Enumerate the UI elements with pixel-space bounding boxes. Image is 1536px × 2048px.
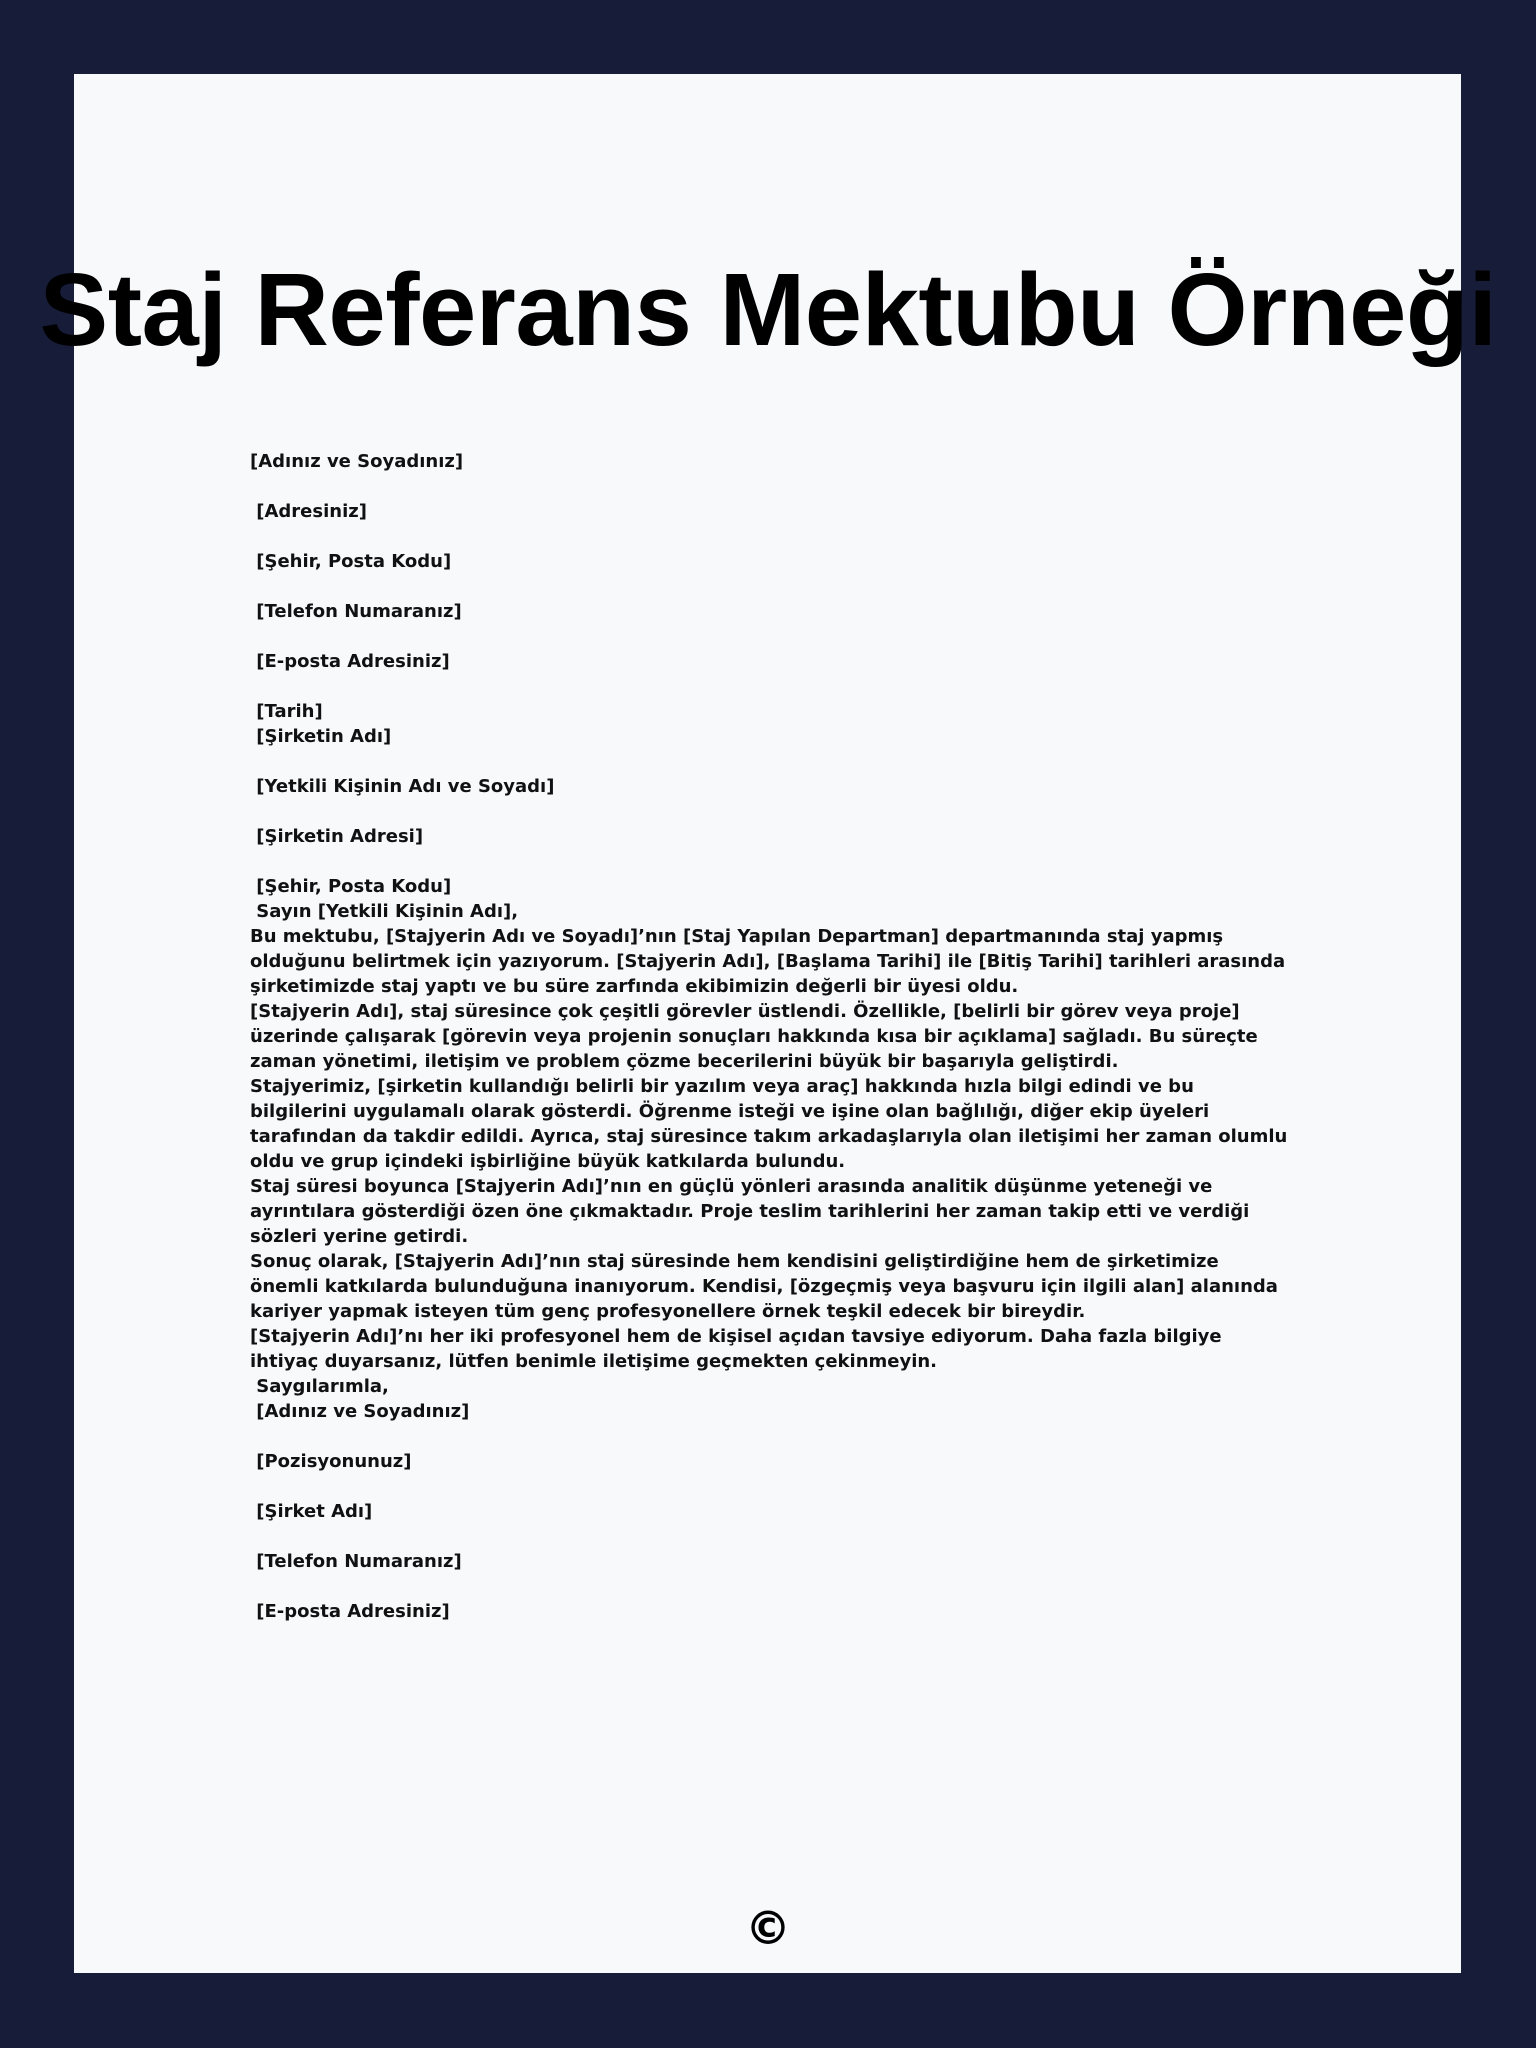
copyright-icon: © [745,1901,791,1955]
body-paragraph: Sonuç olarak, [Stajyerin Adı]’nın staj süresinde hem kendisini geliştirdiğine hem de şirketimize önemli katkılarda bulunduğuna inanıyorum. Kendisi, [özgeçmiş veya başvuru için ilgili alan] alanında kariyer yapmak isteyen tüm genç profesyonellere örnek teşkil edecek bir bireydir. [250,1251,1278,1322]
recipient-company: [Şirketin Adı] [250,726,392,747]
body-paragraph: Stajyerimiz, [şirketin kullandığı belirli bir yazılım veya araç] hakkında hızla bilgi edindi ve bu bilgilerini uygulamalı olarak gösterdi. Öğrenme isteği ve işine olan bağlılığı, diğer ekip üyeleri tarafından da takdir edildi. Ayrıca, staj süresince takım arkadaşlarıyla olan iletişimi her zaman olumlu oldu ve grup içindeki işbirliğine büyük katkılarda bulundu. [250,1076,1288,1172]
signature-phone: [Telefon Numaranız] [250,1551,462,1572]
body-paragraph: [Stajyerin Adı], staj süresince çok çeşitli görevler üstlendi. Özellikle, [belirli bir görev veya proje] üzerinde çalışarak [görevin veya projenin sonuçları hakkında kısa bir açıklama] sağladı. Bu süreçte zaman yönetimi, iletişim ve problem çözme becerilerini büyük bir başarıyla geliştirdi. [250,1001,1258,1072]
body-paragraph: Staj süresi boyunca [Stajyerin Adı]’nın en güçlü yönleri arasında analitik düşünme yeteneği ve ayrıntılara gösterdiği özen öne çıkmaktadır. Proje teslim tarihlerini her zaman takip etti ve verdiği sözleri yerine getirdi. [250,1176,1250,1247]
body-paragraph: [Stajyerin Adı]’nı her iki profesyonel hem de kişisel açıdan tavsiye ediyorum. Daha fazla bilgiye ihtiyaç duyarsanız, lütfen benimle iletişime geçmekten çekinmeyin. [250,1326,1222,1372]
sender-name: [Adınız ve Soyadınız] [250,451,464,472]
recipient-city: [Şehir, Posta Kodu] [250,876,452,897]
signature-email: [E-posta Adresiniz] [250,1601,450,1622]
page-title: Staj Referans Mektubu Örneği [39,252,1497,367]
signature-company: [Şirket Adı] [250,1501,373,1522]
signature-name: [Adınız ve Soyadınız] [250,1401,470,1422]
signature-position: [Pozisyonunuz] [250,1451,412,1472]
closing: Saygılarımla, [250,1376,389,1397]
sender-phone: [Telefon Numaranız] [250,601,462,622]
sender-address: [Adresiniz] [250,501,367,522]
body-paragraph: Bu mektubu, [Stajyerin Adı ve Soyadı]’nın [Staj Yapılan Departman] departmanında staj yapmış olduğunu belirtmek için yazıyorum. [Stajyerin Adı], [Başlama Tarihi] ile [Bitiş Tarihi] tarihleri arasında şirketimizde staj yaptı ve bu süre zarfında ekibimizin değerli bir üyesi oldu. [250,926,1286,997]
recipient-address: [Şirketin Adresi] [250,826,424,847]
letter-date: [Tarih] [250,701,323,722]
letter-body [250,449,1290,1624]
sender-email: [E-posta Adresiniz] [250,651,450,672]
salutation: Sayın [Yetkili Kişinin Adı], [250,901,519,922]
recipient-contact: [Yetkili Kişinin Adı ve Soyadı] [250,776,555,797]
sender-city: [Şehir, Posta Kodu] [250,551,452,572]
